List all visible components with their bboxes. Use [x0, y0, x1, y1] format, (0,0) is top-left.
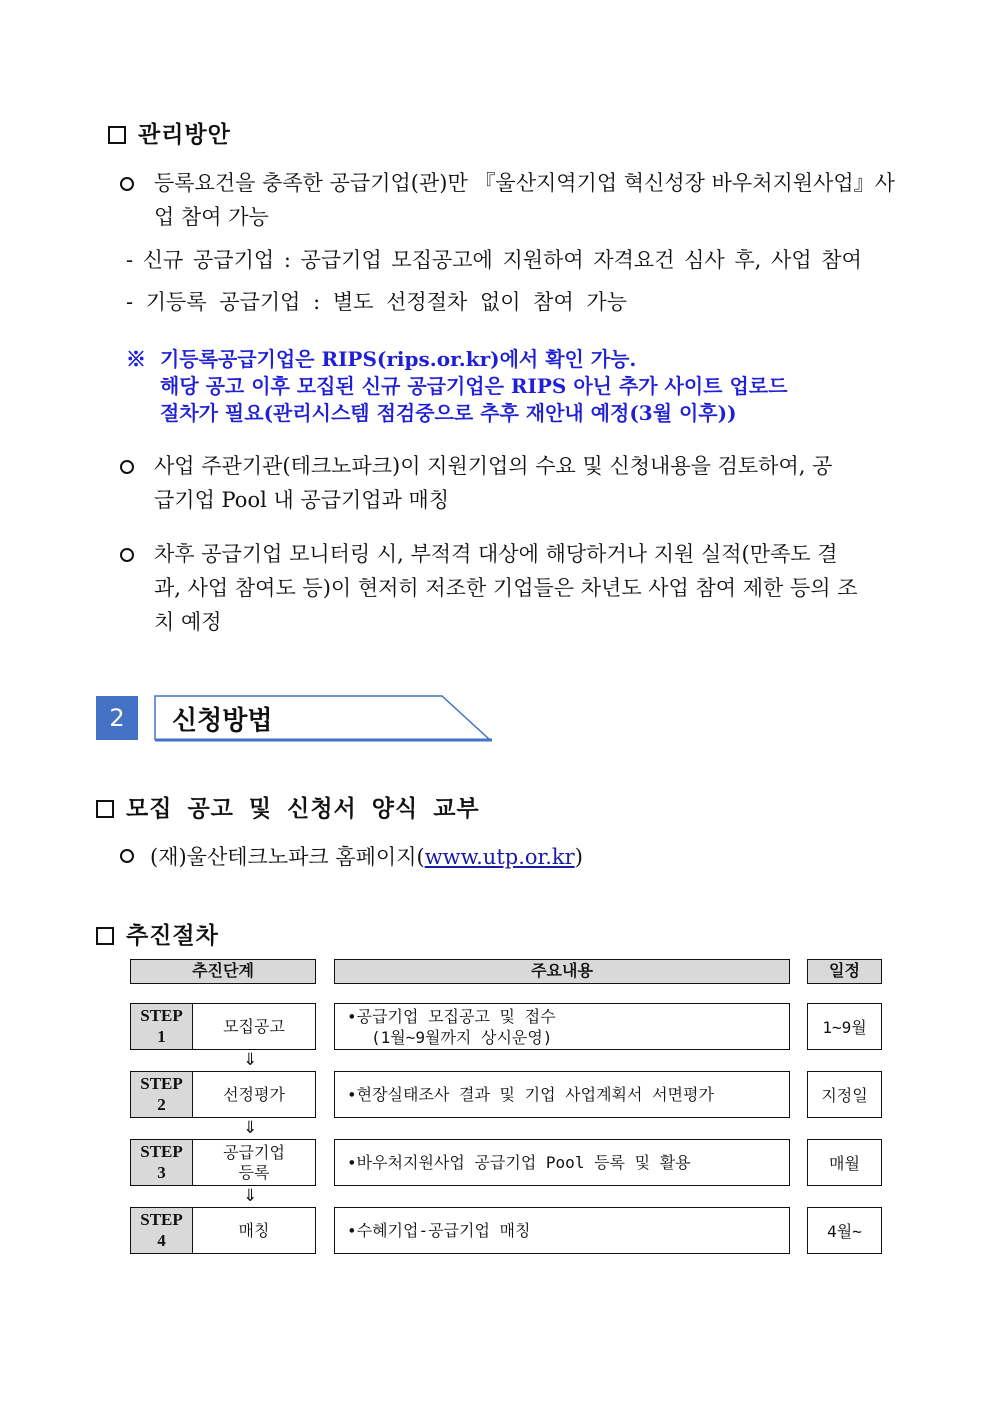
step-1-stage: STEP 1 모집공고	[130, 1003, 316, 1050]
notice-line: (재)울산테크노파크 홈페이지(www.utp.or.kr)	[120, 840, 583, 874]
checkbox-square-icon	[96, 800, 114, 818]
procedure-heading: 추진절차	[96, 917, 219, 950]
section-title: 신청방법	[172, 706, 273, 736]
checkbox-square-icon	[96, 927, 114, 945]
circle-bullet-icon	[120, 177, 134, 191]
down-arrow-icon: ⇓	[243, 1050, 258, 1070]
bullet-3: 차후 공급기업 모니터링 시, 부적격 대상에 해당하거나 지원 실적(만족도 결 과, 사업 참여도 등)이 현저히 저조한 기업들은 차년도 사업 참여 제한 등의 조 치 예정	[120, 537, 900, 639]
step-1-schedule: 1~9월	[807, 1003, 882, 1050]
circle-bullet-icon	[120, 548, 134, 562]
step-3-stage: STEP 3 공급기업 등록	[130, 1139, 316, 1186]
section-number-badge: 2	[96, 696, 138, 740]
note-block: ※ 기등록공급기업은 RIPS(rips.or.kr)에서 확인 가능. 해당 공고 이후 모집된 신규 공급기업은 RIPS 아닌 추가 사이트 업로드 절차가 필요(관리시스템 점검중으로 추후 재안내 예정(3월 이후))	[126, 347, 788, 425]
step-4-content: ∙수혜기업-공급기업 매칭	[334, 1207, 790, 1254]
step-3-content: ∙바우처지원사업 공급기업 Pool 등록 및 활용	[334, 1139, 790, 1186]
step-1-content: ∙공급기업 모집공고 및 접수 (1월~9월까지 상시운영)	[334, 1003, 790, 1050]
dash-item-new: - 신규 공급기업 : 공급기업 모집공고에 지원하여 자격요건 심사 후, 사업 참여	[126, 248, 862, 272]
circle-bullet-icon	[120, 460, 134, 474]
step-4-stage: STEP 4 매칭	[130, 1207, 316, 1254]
col-header-schedule: 일정	[807, 959, 882, 984]
step-2-stage: STEP 2 선정평가	[130, 1071, 316, 1118]
bullet-2: 사업 주관기관(테크노파크)이 지원기업의 수요 및 신청내용을 검토하여, 공 급기업 Pool 내 공급기업과 매칭	[120, 449, 900, 517]
step-4-schedule: 4월~	[807, 1207, 882, 1254]
step-2-content: ∙현장실태조사 결과 및 기업 사업계획서 서면평가	[334, 1071, 790, 1118]
utp-homepage-link[interactable]: www.utp.or.kr	[424, 845, 575, 869]
step-2-schedule: 지정일	[807, 1071, 882, 1118]
step-3-schedule: 매월	[807, 1139, 882, 1186]
notice-heading: 모집 공고 및 신청서 양식 교부	[96, 790, 480, 823]
col-header-stage: 추진단계	[130, 959, 316, 984]
note-mark: ※	[126, 347, 146, 371]
down-arrow-icon: ⇓	[243, 1186, 258, 1206]
down-arrow-icon: ⇓	[243, 1118, 258, 1138]
circle-bullet-icon	[120, 849, 134, 863]
checkbox-square-icon	[108, 126, 126, 144]
bullet-1: 등록요건을 충족한 공급기업(관)만 『울산지역기업 혁신성장 바우처지원사업』사 업 참여 가능	[120, 166, 900, 234]
management-heading: 관리방안	[108, 116, 231, 149]
dash-item-registered: - 기등록 공급기업 : 별도 선정절차 없이 참여 가능	[126, 290, 628, 314]
col-header-content: 주요내용	[334, 959, 790, 984]
